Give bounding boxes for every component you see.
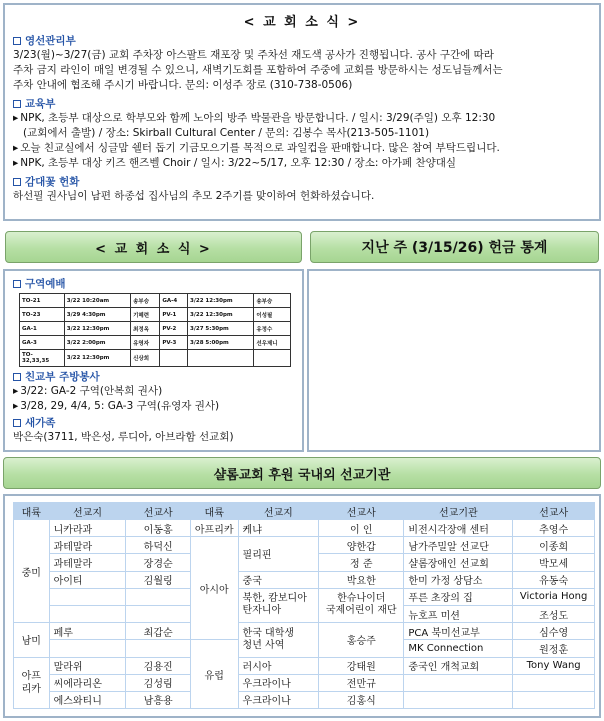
- news-panel: [3, 269, 304, 452]
- stats-panel: [307, 269, 601, 452]
- square-icon: [13, 178, 21, 186]
- notice-bullet: ▸ NPK, 초등부 대상으로 학부모와 함께 노아의 방주 박물관을 방문합니다. / 일시: 3/29(주일) 오후 12:30: [13, 111, 591, 126]
- table-row: 중미 니카라과 이동홍 아프리카 케냐 이 인 비전시각장애 센터 추영수: [14, 520, 595, 537]
- table-row: GA-3 3/22 2:00pm 유영자 PV-3 3/28 5:00pm 선우제니: [20, 336, 291, 350]
- fellowship-item: ▸ 3/22: GA-2 구역(안복희 권사): [13, 384, 294, 399]
- notices-title: < 교 회 소 식 >: [243, 15, 361, 30]
- table-row: TO-21 3/22 10:20am 송부승 GA-4 3/22 12:30pm 송부승: [20, 294, 291, 308]
- section-heading-education: 교육부: [13, 96, 591, 111]
- table-row: GA-1 3/22 12:30pm 최정옥 PV-2 3/27 5:30pm 유정수: [20, 322, 291, 336]
- missions-bar: 샬롬교회 후원 국내외 선교기관: [3, 457, 601, 489]
- table-row: 아이티 김월링 중국 박요한 한미 가정 상담소 유동숙: [14, 571, 595, 588]
- table-row: 에스와티니 남흥용 우크라이나 김홍식: [14, 691, 595, 708]
- table-row: 과테말라 하덕신 아시아 필리핀 양한갑 남가주밀알 선교단 이종희: [14, 537, 595, 554]
- table-row: 씨에라리온 김성림 우크라이나 전만규: [14, 674, 595, 691]
- table-row: 유럽 MK Connection 원정훈: [14, 640, 595, 657]
- table-row: 아프리카 말라위 김용진 러시아 강태원 중국인 개척교회 Tony Wang: [14, 657, 595, 674]
- news-bar: < 교 회 소 식 >: [5, 231, 302, 263]
- table-header-row: 대륙 선교지 선교사 대륙 선교지 선교사 선교기관 선교사: [14, 503, 595, 520]
- section-heading-flowers: 감대꽃 헌화: [13, 174, 591, 189]
- zone-heading: 구역예배: [13, 276, 294, 291]
- missions-panel: [3, 494, 601, 718]
- notice-line: 3/23(월)~3/27(금) 교회 주차장 아스팔트 재포장 및 주차선 재도색 공사가 진행됩니다. 공사 구간에 따라: [13, 49, 494, 61]
- notice-line: 하선필 권사님이 남편 하종섭 집사님의 추모 2주기를 맞이하여 헌화하셨습니다.: [13, 190, 375, 202]
- missions-table: [13, 502, 595, 709]
- square-icon: [13, 419, 21, 427]
- notice-bullet: ▸ 오늘 친교실에서 싱글맘 쉘터 돕기 기금모으기를 목적으로 과일컵을 판매합니다. 많은 참여 부탁드립니다.: [13, 141, 591, 156]
- fellowship-item: ▸ 3/28, 29, 4/4, 5: GA-3 구역(유영자 권사): [13, 399, 294, 414]
- stats-bar: 지난 주 (3/15/26) 헌금 통계: [310, 231, 599, 263]
- table-row: 뉴호프 미션 조성도: [14, 605, 595, 622]
- table-row: 북한, 캄보디아 탄자니아 한슈나이더 국제어린이 재단 푸른 초장의 집 Victoria Hong: [14, 588, 595, 605]
- notice-line: 주차 안내에 협조해 주시기 바랍니다. 문의: 이성주 장로 (310-738-0506): [13, 79, 353, 91]
- square-icon: [13, 37, 21, 45]
- section-heading-facility: 영선관리부: [13, 33, 591, 48]
- table-row: 과테말라 장경순 정 준 샬롬장애인 선교회 박모세: [14, 554, 595, 571]
- table-row: 남미 페루 최갑순 한국 대학생 청년 사역 홍승주 PCA 북미선교부 심수영: [14, 623, 595, 640]
- table-row: TO- 32,33,35 3/22 12:30pm 신상희: [20, 350, 291, 367]
- newcomer-heading: 새가족: [13, 415, 294, 430]
- table-row: TO-23 3/29 4:30pm 기혜련 PV-1 3/22 12:30pm 이성필: [20, 308, 291, 322]
- square-icon: [13, 280, 21, 288]
- notices-panel: [3, 3, 601, 221]
- notice-line: 주차 금지 라인이 매일 변경될 수 있으니, 새벽기도회를 포함하여 주중에 교회를 방문하시는 성도님들께서는: [13, 64, 503, 76]
- zone-table: [19, 293, 291, 367]
- square-icon: [13, 100, 21, 108]
- notice-line: (교회에서 출발) / 장소: Skirball Cultural Center / 문의: 김봉수 목사(213-505-1101): [23, 127, 430, 139]
- square-icon: [13, 373, 21, 381]
- fellowship-heading: 친교부 주방봉사: [13, 369, 294, 384]
- newcomer-text: 박은숙(3711, 박은성, 루디아, 아브라함 선교회): [13, 431, 234, 443]
- notice-bullet: ▸ NPK, 초등부 대상 키즈 핸즈벨 Choir / 일시: 3/22~5/17, 오후 12:30 / 장소: 아가페 찬양대실: [13, 156, 591, 171]
